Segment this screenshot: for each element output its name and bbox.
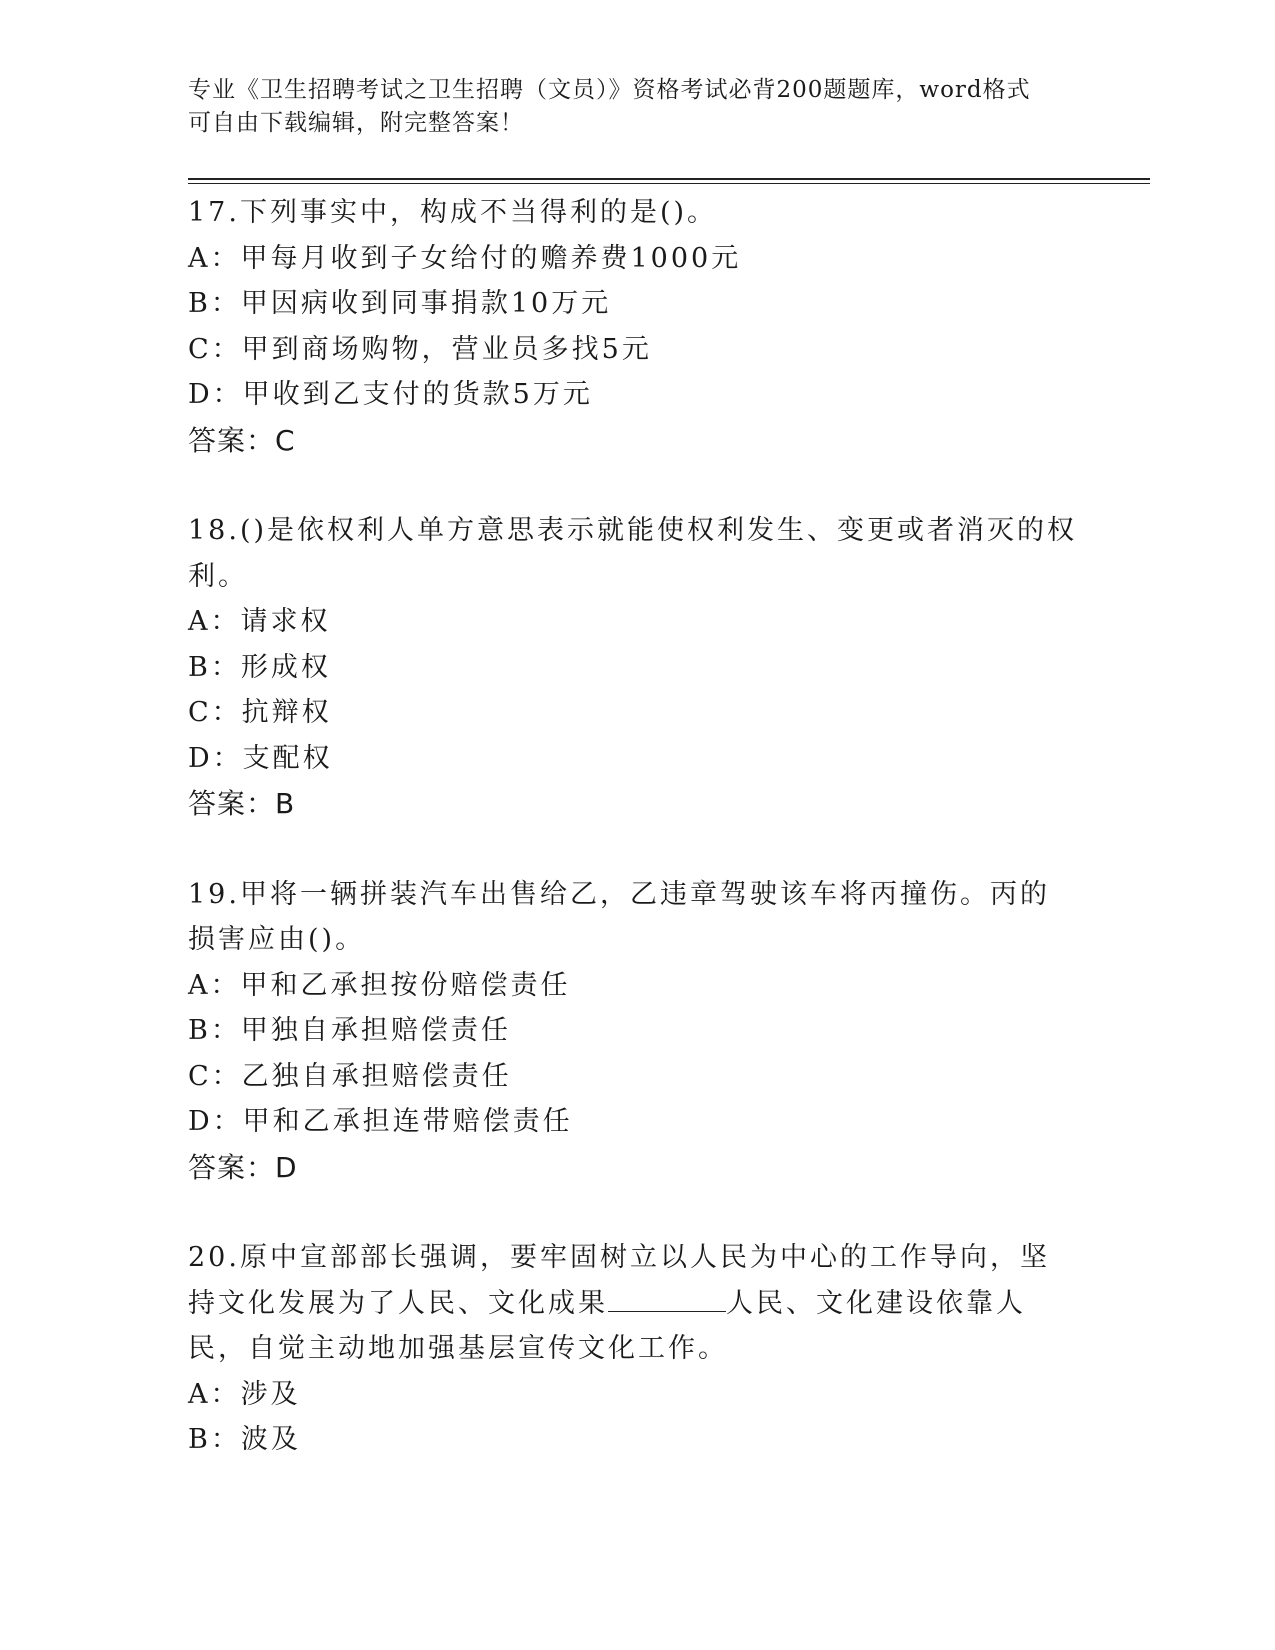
option-c: C：抗辩权: [188, 697, 332, 728]
option-a: A：甲每月收到子女给付的赡养费1000元: [188, 242, 742, 274]
stem-text-before-blank: 20.原中宣部部长强调，要牢固树立以人民为中心的工作导向，坚持文化发展为了人民、文化成果: [188, 1242, 1050, 1319]
question-17: [188, 190, 1078, 463]
question-list: [188, 190, 1078, 1463]
question-20: [188, 1235, 1078, 1463]
option-b: B：形成权: [188, 651, 331, 683]
question-stem: 17.下列事实中，构成不当得利的是()。: [188, 197, 718, 228]
header-divider-thick: [188, 178, 1150, 180]
option-b: B：甲独自承担赔偿责任: [188, 1015, 511, 1046]
option-d: D：甲和乙承担连带赔偿责任: [188, 1106, 573, 1137]
document-header: [188, 74, 1068, 140]
answer-line: 答案：D: [188, 1150, 298, 1184]
header-line-2: 可自由下载编辑，附完整答案！: [188, 110, 524, 136]
option-c: C：甲到商场购物，营业员多找5元: [188, 333, 652, 365]
question-stem: 19.甲将一辆拼装汽车出售给乙，乙违章驾驶该车将丙撞伤。丙的损害应由()。: [188, 878, 1050, 955]
option-d: D：甲收到乙支付的货款5万元: [188, 379, 593, 410]
answer-line: 答案：B: [188, 787, 296, 820]
fill-in-blank: [608, 1285, 726, 1312]
option-d: D：支配权: [188, 742, 333, 774]
option-b: B：甲因病收到同事捐款10万元: [188, 288, 612, 319]
option-c: C：乙独自承担赔偿责任: [188, 1060, 512, 1092]
answer-line: 答案：C: [188, 423, 296, 457]
option-a: A：甲和乙承担按份赔偿责任: [188, 969, 571, 1001]
header-line-1: 专业《卫生招聘考试之卫生招聘（文员）》资格考试必背200题题库，word格式: [188, 77, 1031, 103]
question-stem: 18.()是依权利人单方意思表示就能使权利发生、变更或者消灭的权利。: [188, 515, 1078, 592]
question-18: [188, 508, 1078, 827]
option-b: B：波及: [188, 1424, 301, 1455]
option-a: A：请求权: [188, 606, 331, 637]
stem-text-after-blank: 人民、文化建设依靠人民，自觉主动地加强基层宣传文化工作。: [188, 1287, 1026, 1364]
question-stem: [188, 1235, 1078, 1372]
question-19: [188, 872, 1078, 1191]
header-divider-thin: [188, 183, 1150, 184]
option-a: A：涉及: [188, 1378, 301, 1410]
